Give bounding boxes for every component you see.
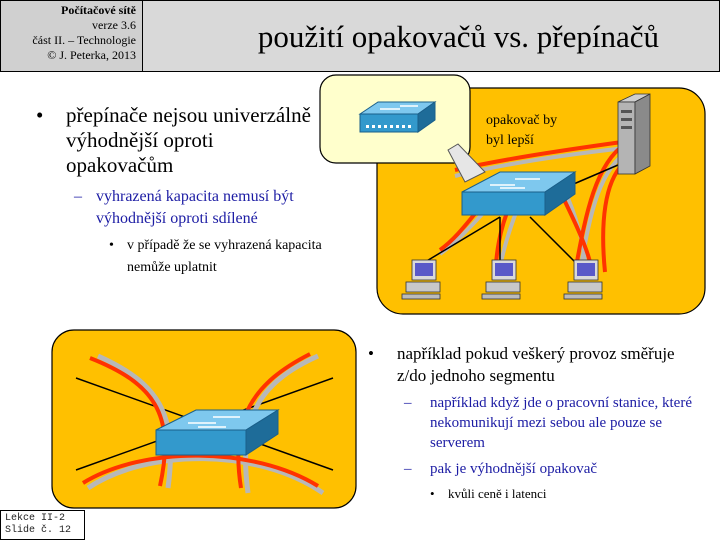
slide-number-label: Slide č. 12 xyxy=(5,525,72,536)
slide-title: použití opakovačů vs. přepínačů xyxy=(257,19,659,54)
slide-footer xyxy=(0,510,85,540)
bullet-level2 xyxy=(74,186,326,230)
course-name: Počítačové sítě xyxy=(61,3,136,17)
lesson-label: Lekce II-2 xyxy=(5,513,66,524)
bullet-text: například pokud veškerý provoz směřuje z/do jednoho segmentu xyxy=(397,344,675,385)
bullet-text: vyhrazená kapacita nemusí být výhodnější oproti sdílené xyxy=(96,188,294,227)
bullet-level3 xyxy=(430,485,698,503)
part-label: část II. – Technologie xyxy=(32,33,136,47)
bullet-dash: – xyxy=(74,188,82,205)
bullet-text: například když jde o pracovní stanice, které nekomunikují mezi sebou ale pouze se serverem xyxy=(430,395,692,451)
bullet-level1 xyxy=(36,103,326,178)
diagram-top xyxy=(300,72,720,328)
bullet-list-bottom xyxy=(368,343,698,503)
bullet-dash: – xyxy=(404,395,412,411)
callout-text-line2: byl lepší xyxy=(486,133,534,148)
header-info-box xyxy=(0,0,143,72)
callout-text-line1: opakovač by xyxy=(486,113,558,128)
server-tower-icon xyxy=(618,94,650,174)
bullet-level3 xyxy=(109,235,326,279)
bullet-level2 xyxy=(404,393,698,453)
bullet-dash: – xyxy=(404,461,412,477)
copyright-label: © J. Peterka, 2013 xyxy=(47,48,136,62)
bullet-text: přepínače nejsou univerzálně výhodnější oproti opakovačům xyxy=(66,103,311,177)
bullet-dot: • xyxy=(430,486,435,501)
diagram-bottom xyxy=(48,328,360,512)
bullet-text: pak je výhodnější opakovač xyxy=(430,461,598,477)
bullet-level1 xyxy=(368,343,698,387)
bullet-level2 xyxy=(404,459,698,479)
bullet-text: kvůli ceně i latenci xyxy=(448,486,547,501)
bullet-text: v případě že se vyhrazená kapacita nemůže uplatnit xyxy=(127,238,322,275)
bullet-dot: • xyxy=(109,238,114,253)
bullet-list-top xyxy=(36,103,326,279)
bullet-dot: • xyxy=(368,344,374,363)
switch-icon xyxy=(360,102,435,132)
version-label: verze 3.6 xyxy=(92,18,136,32)
bullet-dot: • xyxy=(36,103,44,127)
